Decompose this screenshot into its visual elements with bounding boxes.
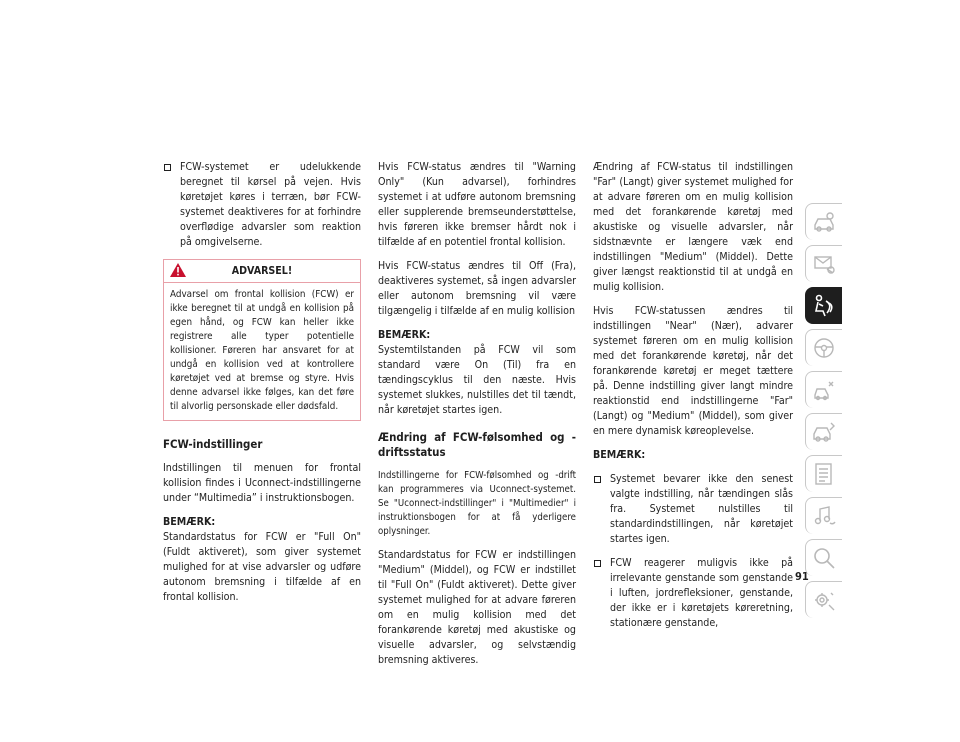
note-text: Systemtilstanden på FCW vil som standard være On (Til) fra en tændingscyklus til den næste. Hvis systemet slukkes, nulstilles det til tændt, når køretøjet startes igen.: [378, 344, 576, 416]
paragraph: Hvis FCW-status ændres til Off (Fra), deaktiveres systemet, så ingen advarsler eller autonom bremsning vil være tilgængelig i tilfælde af en mulig kollision: [378, 260, 576, 317]
bullet-text: FCW-systemet er udelukkende beregnet til kørsel på vejen. Hvis køretøjet køres i terræn, bør FCW-systemet deaktiveres for at forhindre overflødige advarsler som reaktion på omgivelserne.: [180, 161, 361, 248]
page-number: 91: [795, 570, 809, 583]
chapter-tabs: [805, 203, 842, 623]
note-label: BEMÆRK:: [378, 329, 431, 341]
paragraph: Standardstatus for FCW er indstillingen "Medium" (Middel), og FCW er indstillet til "Full On" (Fuldt aktiveret). Dette giver systemet mulighed for at advare føreren om en mulig kollision med det forankørende køretøj med akustiske og visuelle advarsler, og selvstændig bremsning aktiveres.: [378, 549, 576, 666]
paragraph: Ændring af FCW-status til indstillingen "Far" (Langt) giver systemet mulighed for at advare føreren om en mulig kollision med det forankørende køretøj med akustiske og visuelle advarsler, når sidstnævnte er længere væk end indstillingen "Medium" (Middel). Dette giver længst reaktionstid til at undgå en mulig kollision.: [593, 161, 793, 293]
tab-index[interactable]: [805, 539, 842, 576]
warning-title: ADVARSEL!: [231, 265, 293, 277]
bullet-text: Systemet bevarer ikke den senest valgte indstilling, når tændingen slås fra. Systemet nulstilles til standardindstillingen, når køretøjet startes igen.: [610, 473, 793, 545]
checkbox-bullet-icon: [594, 476, 601, 483]
tab-safety[interactable]: [805, 287, 842, 324]
airbag-person-icon: [811, 293, 837, 319]
tab-lights[interactable]: [805, 245, 842, 282]
warning-body: Advarsel om frontal kollision (FCW) er ikke beregnet til at undgå en kollision på egen hånd, og FCW kan heller ikke registrere alle typer potentielle kollisioner. Føreren har ansvaret for at undgå en kollision ved at kontrollere køretøjet ved at bremse og styre. Hvis denne advarsel ikke følges, kan det føre til alvorlig personskade eller dødsfald.: [170, 289, 354, 412]
search-icon: [811, 545, 837, 571]
note-label: BEMÆRK:: [163, 516, 216, 528]
gear-spec-icon: [811, 587, 837, 613]
column-3: [593, 160, 793, 640]
note-text: Standardstatus for FCW er "Full On" (Fuldt aktiveret), som giver systemet mulighed for at vise advarsler og udføre autonom bremsning i tilfælde af en frontal kollision.: [163, 531, 361, 603]
car-service-icon: [811, 419, 837, 445]
tab-specifications[interactable]: [805, 455, 842, 492]
tab-service[interactable]: [805, 413, 842, 450]
steering-wheel-icon: [811, 335, 837, 361]
music-phone-icon: [811, 503, 837, 529]
paragraph: Hvis FCW-status ændres til "Warning Only" (Kun advarsel), forhindres systemet i at udføre autonom bremsning eller supplerende bremseunderstøttelse, hvis føreren ikke bremser hårdt nok i tilfælde af en potentiel frontal kollision.: [378, 161, 576, 248]
column-1: [163, 160, 361, 614]
tab-customer-assistance[interactable]: [805, 581, 842, 618]
column-2: [378, 160, 576, 677]
bullet-item: [163, 160, 361, 250]
checklist-icon: [811, 461, 837, 487]
car-dashboard-icon: [811, 209, 837, 235]
section-heading: Ændring af FCW-følsomhed og -driftsstatus: [378, 430, 576, 459]
tab-emergency[interactable]: [805, 371, 842, 408]
tab-multimedia[interactable]: [805, 497, 842, 534]
warning-box: [163, 259, 361, 421]
warning-triangle-icon: [170, 263, 186, 277]
small-paragraph: Indstillingerne for FCW-følsomhed og -drift kan programmeres via Uconnect-systemet. Se "Uconnect-indstillinger" i "Multimedier" i instruktionsbogen for at få yderligere oplysninger.: [378, 470, 576, 537]
note-label: BEMÆRK:: [593, 449, 646, 461]
bullet-item: [593, 472, 793, 547]
section-heading: FCW-indstillinger: [163, 437, 263, 451]
paragraph: Indstillingen til menuen for frontal kollision findes i Uconnect-indstillingerne under “Multimedia” i instruktionsbogen.: [163, 462, 361, 504]
tab-driving[interactable]: [805, 329, 842, 366]
bullet-item: [593, 556, 793, 631]
car-crash-icon: [811, 377, 837, 403]
tab-car-dashboard[interactable]: [805, 203, 842, 240]
envelope-light-icon: [811, 251, 837, 277]
warning-header: [164, 260, 360, 283]
checkbox-bullet-icon: [164, 164, 171, 171]
paragraph: Hvis FCW-statussen ændres til indstillingen "Near" (Nær), advarer systemet føreren om en mulig kollision med det forankørende køretøj, når det forankørende køretøj er meget tættere på. Denne indstilling giver langt mindre reaktionstid end indstillingerne "Far" (Langt) og "Medium" (Middel), som giver en mere dynamisk køreoplevelse.: [593, 305, 793, 437]
checkbox-bullet-icon: [594, 560, 601, 567]
bullet-text: FCW reagerer muligvis ikke på irrelevante genstande som genstande i luften, jordrefleksioner, genstande, der ikke er i køretøjets køreretning, stationære genstande,: [610, 557, 793, 629]
